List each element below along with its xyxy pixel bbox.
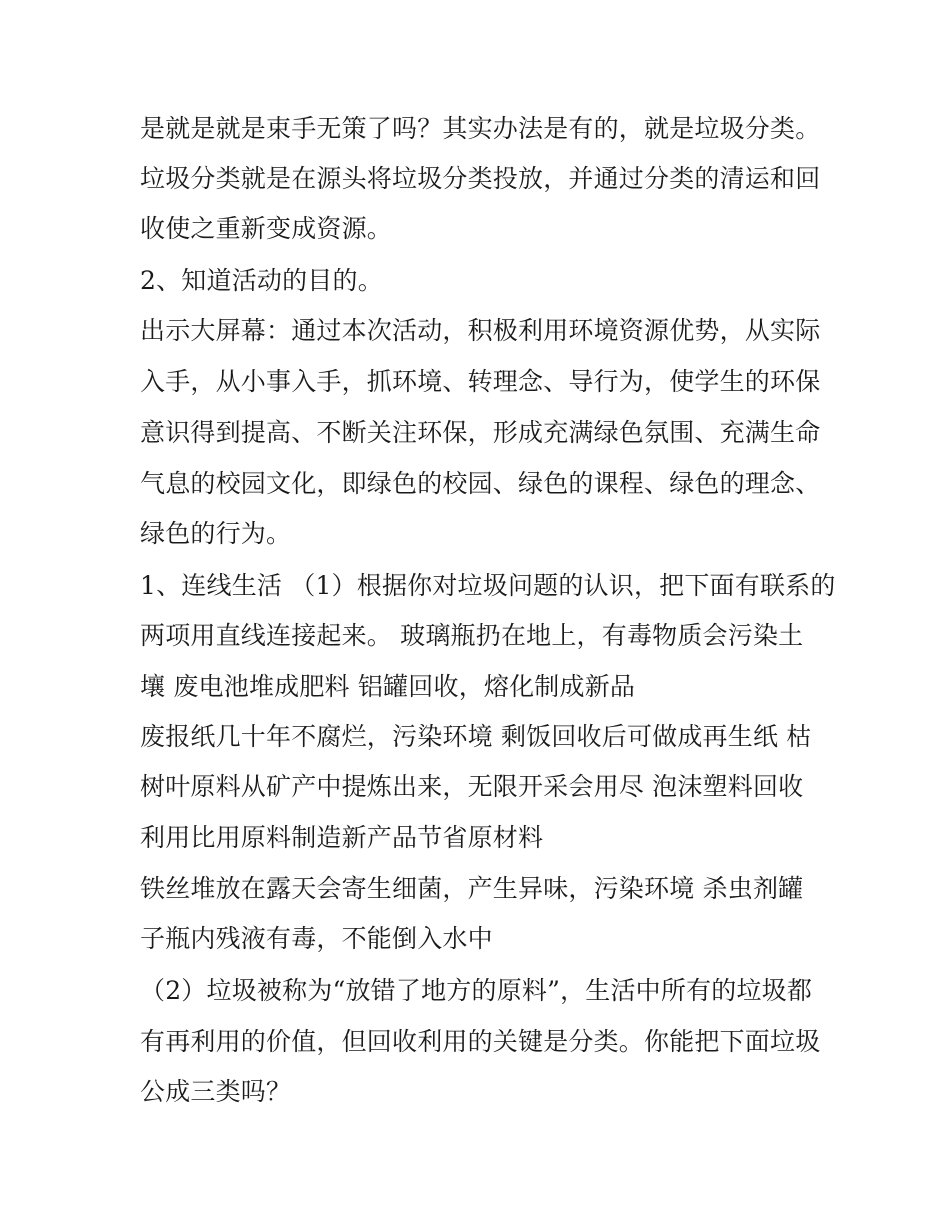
- text-line-5: 出示大屏幕：通过本次活动，积极利用环境资源优势，从实际: [140, 316, 821, 345]
- text-line-8: 气息的校园文化，即绿色的校园、绿色的课程、绿色的理念、: [140, 469, 821, 498]
- text-line-2: 垃圾分类就是在源头将垃圾分类投放，并通过分类的清运和回: [140, 164, 821, 193]
- text-line-11: 两项用直线连接起来。 玻璃瓶扔在地上，有毒物质会污染土: [140, 621, 804, 650]
- text-line-1: 是就是就是束手无策了吗？其实办法是有的，就是垃圾分类。: [140, 114, 821, 143]
- text-line-6: 入手，从小事入手，抓环境、转理念、导行为，使学生的环保: [140, 367, 821, 396]
- text-line-7: 意识得到提高、不断关注环保，形成充满绿色氛围、充满生命: [140, 418, 821, 447]
- text-line-3: 收使之重新变成资源。: [140, 214, 393, 243]
- text-line-17: 子瓶内残液有毒，不能倒入水中: [140, 924, 493, 953]
- text-line-19: 有再利用的价值，但回收利用的关键是分类。你能把下面垃圾: [140, 1027, 821, 1056]
- text-line-12: 壤 废电池堆成肥料 铝罐回收，熔化制成新品: [140, 672, 636, 701]
- text-line-9: 绿色的行为。: [140, 519, 292, 548]
- text-line-4: 2、知道活动的目的。: [140, 266, 383, 295]
- text-line-10: 1、连线生活 （1）根据你对垃圾问题的认识，把下面有联系的: [140, 571, 836, 600]
- text-line-15: 利用比用原料制造新产品节省原材料: [140, 823, 544, 852]
- text-line-16: 铁丝堆放在露天会寄生细菌，产生异味，污染环境 杀虫剂罐: [140, 874, 804, 903]
- text-line-20: 公成三类吗？: [140, 1077, 292, 1106]
- text-line-18: （2）垃圾被称为“放错了地方的原料”，生活中所有的垃圾都: [140, 976, 813, 1005]
- text-line-14: 树叶原料从矿产中提炼出来，无限开采会用尽 泡沫塑料回收: [140, 772, 804, 801]
- text-line-13: 废报纸几十年不腐烂，污染环境 剩饭回收后可做成再生纸 枯: [140, 722, 812, 751]
